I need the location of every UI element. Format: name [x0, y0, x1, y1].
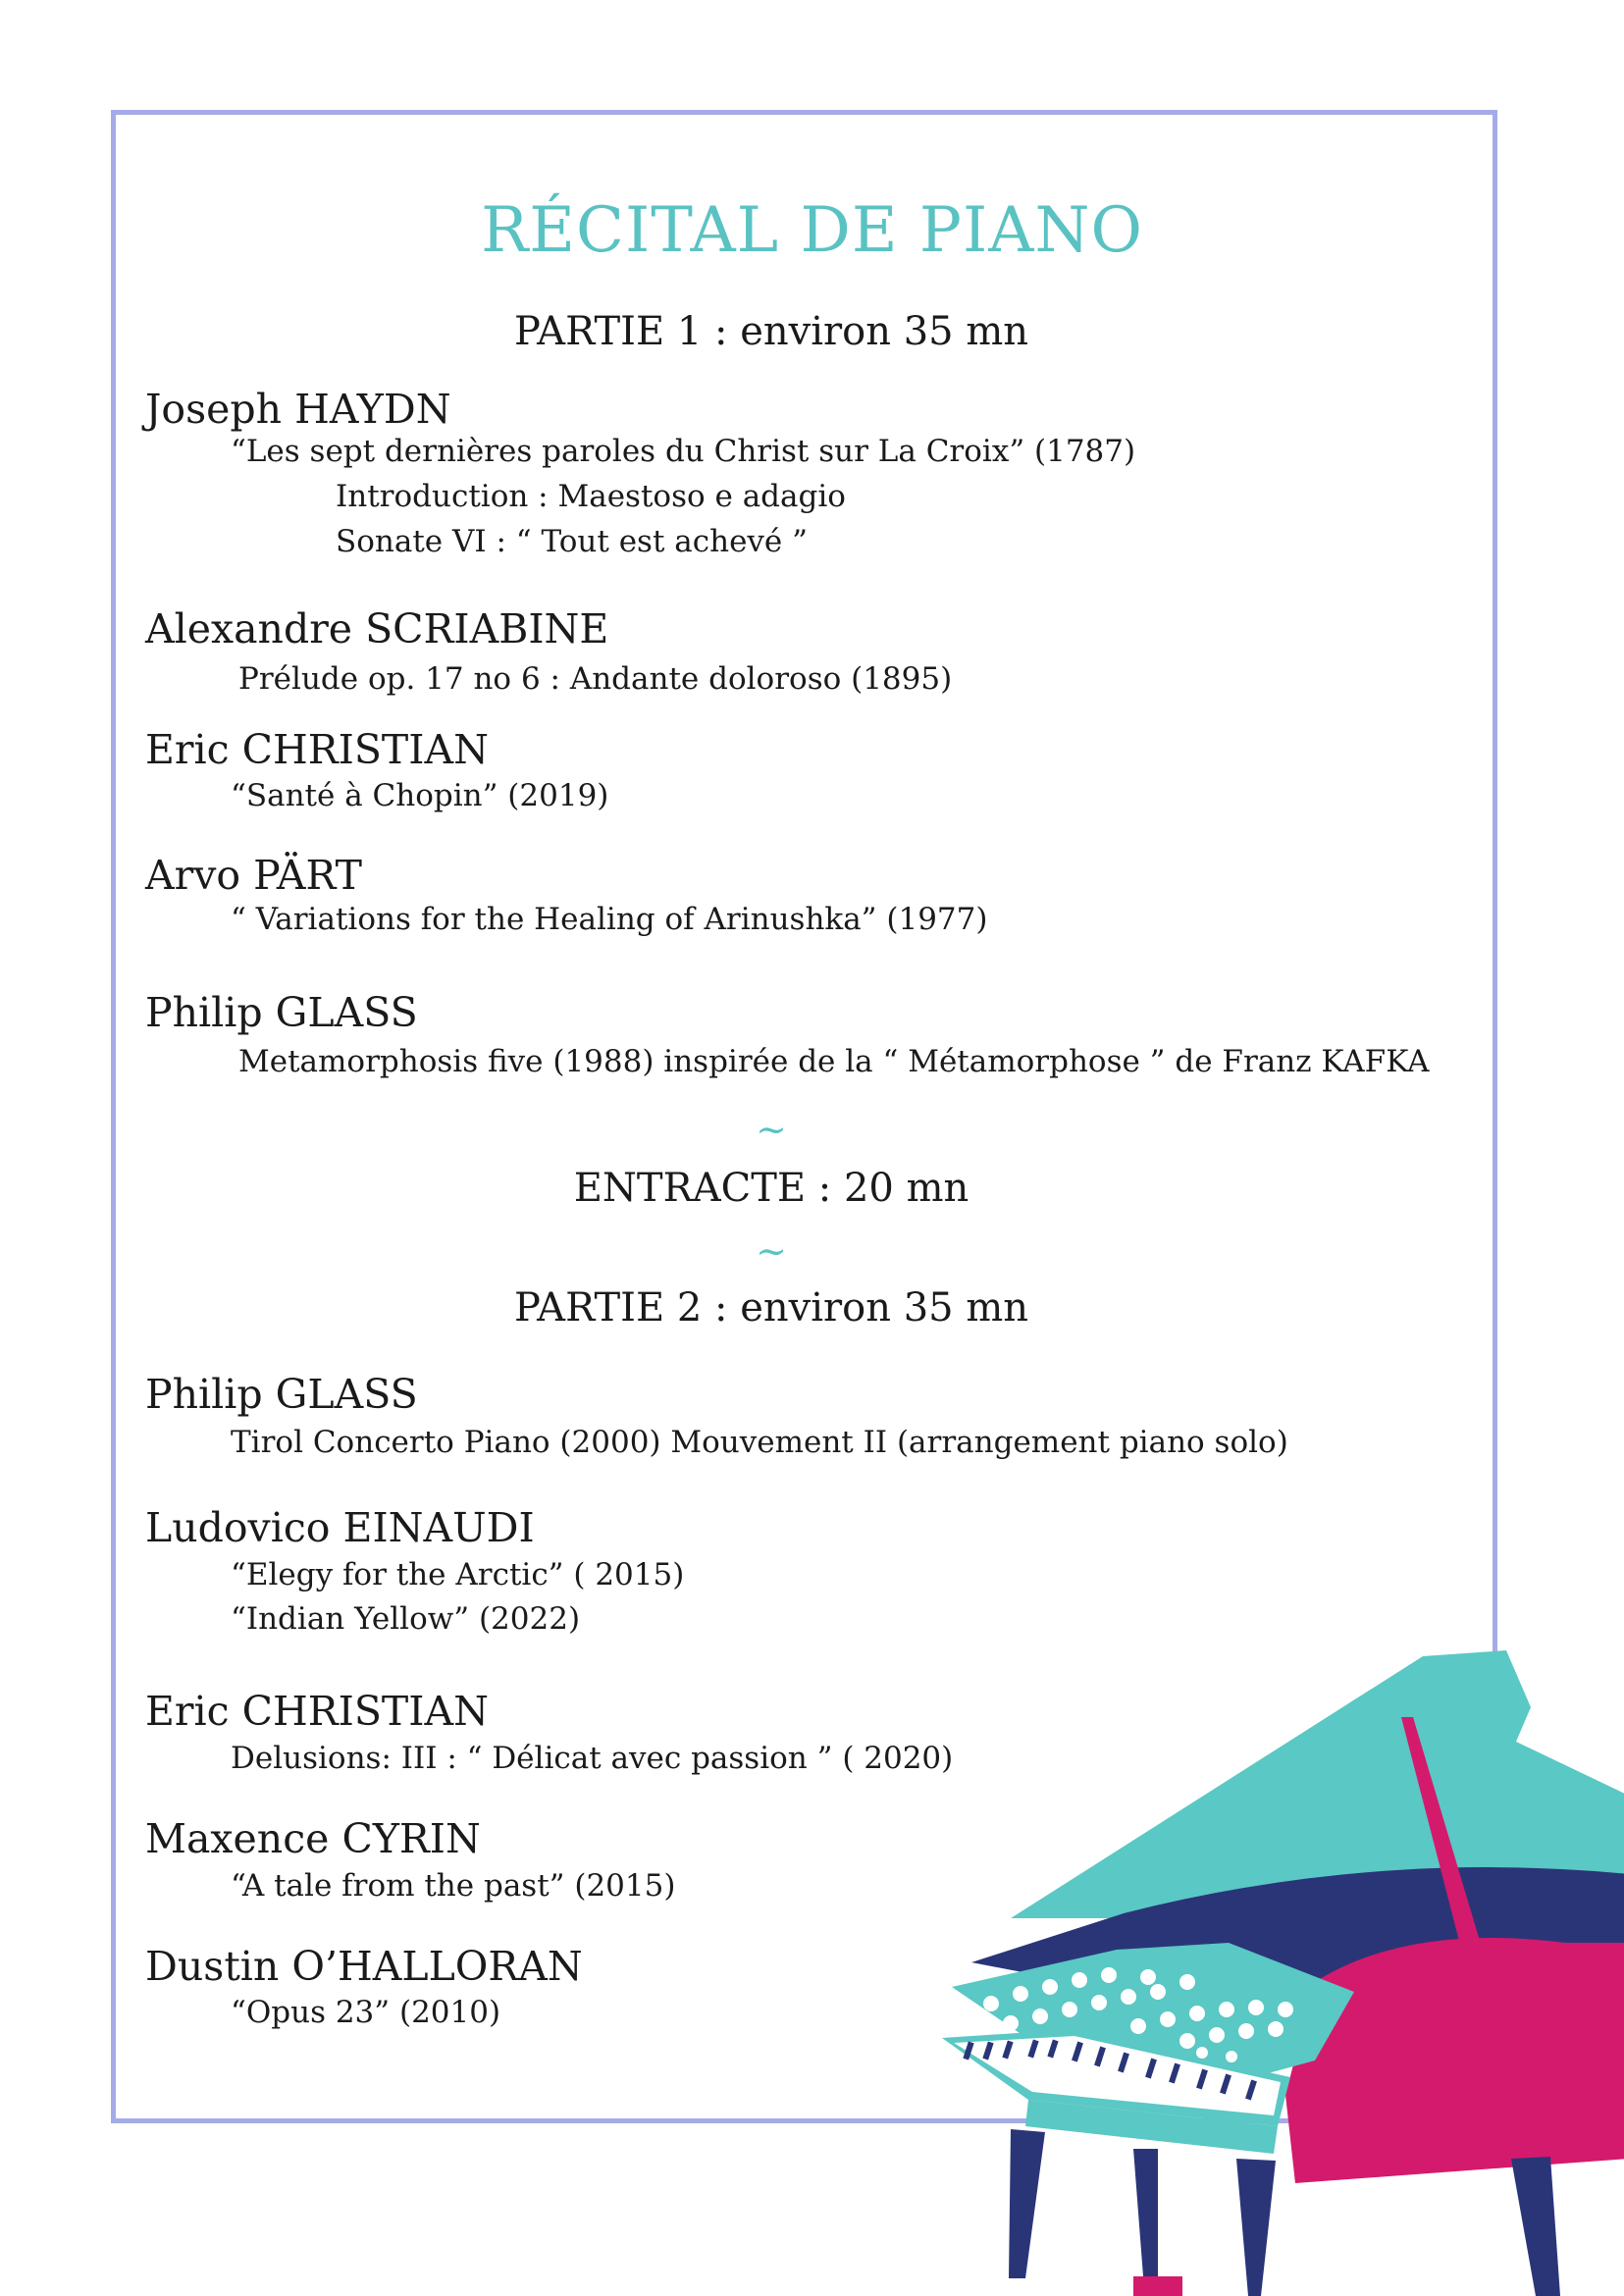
composer-einaudi: Ludovico EINAUDI — [145, 1504, 535, 1551]
page-title: RÉCITAL DE PIANO — [481, 194, 1143, 267]
composer-part: Arvo PÄRT — [145, 852, 363, 899]
composer-christian-1: Eric CHRISTIAN — [145, 726, 489, 773]
work-einaudi-1: “Elegy for the Arctic” ( 2015) — [231, 1557, 685, 1592]
composer-scriabine: Alexandre SCRIABINE — [145, 605, 609, 652]
work-glass-2: Tirol Concerto Piano (2000) Mouvement II (arrangement piano solo) — [231, 1425, 1288, 1460]
work-haydn-movement-1: Introduction : Maestoso e adagio — [336, 479, 846, 514]
work-haydn-title: “Les sept dernières paroles du Christ sur La Croix” (1787) — [231, 434, 1136, 469]
separator-2: ~ — [756, 1229, 787, 1273]
work-einaudi-2: “Indian Yellow” (2022) — [231, 1601, 581, 1637]
work-cyrin: “A tale from the past” (2015) — [231, 1868, 676, 1904]
composer-glass-1: Philip GLASS — [145, 989, 418, 1036]
work-christian-1: “Santé à Chopin” (2019) — [231, 778, 609, 813]
part2-heading: PARTIE 2 : environ 35 mn — [513, 1285, 1029, 1331]
work-glass-1: Metamorphosis five (1988) inspirée de la “ Métamorphose ” de Franz KAFKA — [238, 1044, 1430, 1079]
work-ohalloran: “Opus 23” (2010) — [231, 1995, 501, 2030]
composer-glass-2: Philip GLASS — [145, 1371, 418, 1418]
separator-1: ~ — [756, 1108, 787, 1151]
work-part: “ Variations for the Healing of Arinushka” (1977) — [231, 902, 988, 937]
work-christian-2: Delusions: III : “ Délicat avec passion ” ( 2020) — [231, 1741, 954, 1776]
work-haydn-movement-2: Sonate VI : “ Tout est achevé ” — [336, 524, 808, 559]
composer-haydn: Joseph HAYDN — [145, 386, 451, 433]
composer-christian-2: Eric CHRISTIAN — [145, 1688, 489, 1735]
work-scriabine: Prélude op. 17 no 6 : Andante doloroso (1895) — [238, 661, 953, 697]
intermission: ENTRACTE : 20 mn — [573, 1166, 969, 1211]
composer-ohalloran: Dustin O’HALLORAN — [145, 1943, 583, 1990]
part1-heading: PARTIE 1 : environ 35 mn — [513, 309, 1029, 354]
grand-piano-icon — [864, 1648, 1624, 2296]
composer-cyrin: Maxence CYRIN — [145, 1815, 481, 1862]
